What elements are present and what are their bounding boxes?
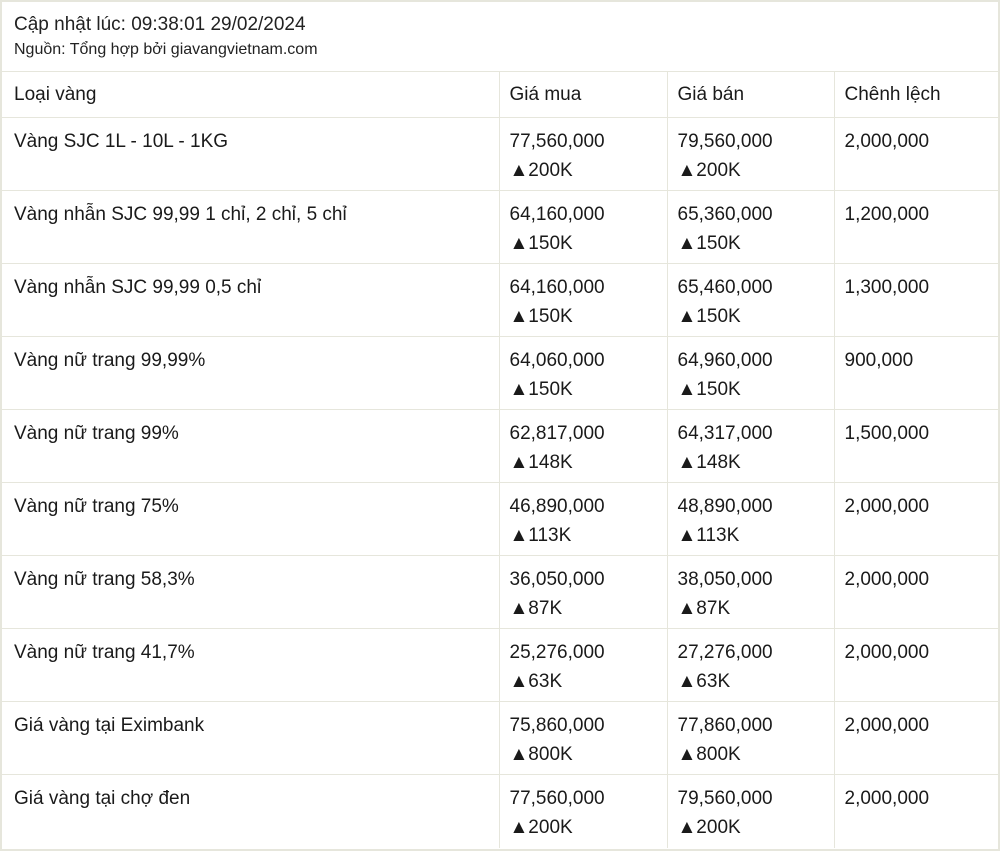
gold-type-cell xyxy=(2,337,499,410)
difference-cell xyxy=(834,556,998,629)
difference-value: 1,200,000 xyxy=(844,204,930,225)
gold-type-cell xyxy=(2,629,499,702)
sell-price-change: ▲800K xyxy=(677,744,741,765)
buy-price-cell xyxy=(499,410,667,483)
sell-price-value: 64,960,000 xyxy=(677,350,773,371)
source-note: Nguồn: Tổng hợp bởi giavangvietnam.com xyxy=(14,41,318,58)
buy-price-value: 36,050,000 xyxy=(509,569,605,590)
sell-price-change: ▲148K xyxy=(677,452,741,473)
sell-price-change: ▲150K xyxy=(677,306,741,327)
sell-price-value: 65,460,000 xyxy=(677,277,773,298)
sell-price-value: 48,890,000 xyxy=(677,496,773,517)
header-difference: Chênh lệch xyxy=(834,72,998,118)
buy-price-change: ▲150K xyxy=(509,233,573,254)
sell-price-value: 65,360,000 xyxy=(677,204,773,225)
buy-price-value: 75,860,000 xyxy=(509,715,605,736)
sell-price-cell xyxy=(667,264,834,337)
sell-price-value: 79,560,000 xyxy=(677,788,773,809)
gold-price-table xyxy=(2,72,998,848)
buy-price-value: 64,160,000 xyxy=(509,277,605,298)
gold-type-cell xyxy=(2,191,499,264)
difference-cell xyxy=(834,483,998,556)
difference-cell xyxy=(834,264,998,337)
difference-cell xyxy=(834,337,998,410)
gold-type-name: Vàng nhẫn SJC 99,99 1 chỉ, 2 chỉ, 5 chỉ xyxy=(14,204,347,225)
sell-price-value: 27,276,000 xyxy=(677,642,773,663)
buy-price-change: ▲200K xyxy=(509,160,573,181)
gold-type-name: Vàng nữ trang 58,3% xyxy=(14,569,195,590)
buy-price-change: ▲800K xyxy=(509,744,573,765)
sell-price-value: 79,560,000 xyxy=(677,131,773,152)
sell-price-cell xyxy=(667,337,834,410)
table-row xyxy=(2,264,998,337)
buy-price-change: ▲87K xyxy=(509,598,563,619)
buy-price-cell xyxy=(499,629,667,702)
sell-price-value: 64,317,000 xyxy=(677,423,773,444)
gold-type-name: Vàng nữ trang 99% xyxy=(14,423,179,444)
buy-price-cell xyxy=(499,191,667,264)
sell-price-cell xyxy=(667,410,834,483)
table-row xyxy=(2,118,998,191)
buy-price-change: ▲148K xyxy=(509,452,573,473)
difference-cell xyxy=(834,702,998,775)
difference-value: 1,500,000 xyxy=(844,423,930,444)
buy-price-change: ▲63K xyxy=(509,671,563,692)
table-row xyxy=(2,556,998,629)
buy-price-value: 77,560,000 xyxy=(509,788,605,809)
table-row xyxy=(2,702,998,775)
difference-value: 2,000,000 xyxy=(844,715,930,736)
difference-cell xyxy=(834,775,998,848)
difference-value: 2,000,000 xyxy=(844,788,930,809)
table-row xyxy=(2,775,998,848)
gold-type-cell xyxy=(2,556,499,629)
gold-type-cell xyxy=(2,264,499,337)
table-row xyxy=(2,410,998,483)
gold-type-name: Vàng nữ trang 99,99% xyxy=(14,350,206,371)
buy-price-cell xyxy=(499,337,667,410)
buy-price-value: 64,060,000 xyxy=(509,350,605,371)
difference-value: 1,300,000 xyxy=(844,277,930,298)
sell-price-change: ▲150K xyxy=(677,233,741,254)
gold-type-name: Vàng SJC 1L - 10L - 1KG xyxy=(14,131,229,152)
sell-price-value: 38,050,000 xyxy=(677,569,773,590)
buy-price-change: ▲113K xyxy=(509,525,572,546)
sell-price-change: ▲87K xyxy=(677,598,731,619)
table-row xyxy=(2,191,998,264)
buy-price-cell xyxy=(499,556,667,629)
buy-price-cell xyxy=(499,118,667,191)
sell-price-cell xyxy=(667,629,834,702)
difference-cell xyxy=(834,629,998,702)
gold-type-name: Vàng nữ trang 41,7% xyxy=(14,642,195,663)
buy-price-change: ▲150K xyxy=(509,379,573,400)
table-row xyxy=(2,337,998,410)
buy-price-change: ▲200K xyxy=(509,817,573,838)
sell-price-cell xyxy=(667,483,834,556)
sell-price-change: ▲150K xyxy=(677,379,741,400)
buy-price-cell xyxy=(499,702,667,775)
table-row xyxy=(2,483,998,556)
sell-price-value: 77,860,000 xyxy=(677,715,773,736)
sell-price-change: ▲63K xyxy=(677,671,731,692)
gold-type-name: Giá vàng tại chợ đen xyxy=(14,788,191,809)
sell-price-cell xyxy=(667,556,834,629)
updated-timestamp: Cập nhật lúc: 09:38:01 29/02/2024 xyxy=(14,14,306,35)
buy-price-value: 46,890,000 xyxy=(509,496,605,517)
gold-type-cell xyxy=(2,118,499,191)
difference-cell xyxy=(834,118,998,191)
gold-type-cell xyxy=(2,702,499,775)
difference-value: 2,000,000 xyxy=(844,642,930,663)
gold-type-cell xyxy=(2,483,499,556)
buy-price-cell xyxy=(499,775,667,848)
buy-price-cell xyxy=(499,483,667,556)
difference-value: 2,000,000 xyxy=(844,569,930,590)
difference-cell xyxy=(834,410,998,483)
buy-price-change: ▲150K xyxy=(509,306,573,327)
table-caption xyxy=(2,2,998,72)
header-gold-type: Loại vàng xyxy=(2,72,499,118)
sell-price-cell xyxy=(667,775,834,848)
difference-value: 2,000,000 xyxy=(844,131,930,152)
buy-price-value: 77,560,000 xyxy=(509,131,605,152)
buy-price-value: 25,276,000 xyxy=(509,642,605,663)
header-buy-price: Giá mua xyxy=(499,72,667,118)
gold-type-name: Vàng nhẫn SJC 99,99 0,5 chỉ xyxy=(14,277,262,298)
difference-cell xyxy=(834,191,998,264)
gold-type-name: Giá vàng tại Eximbank xyxy=(14,715,205,736)
sell-price-cell xyxy=(667,191,834,264)
buy-price-value: 62,817,000 xyxy=(509,423,605,444)
gold-type-cell xyxy=(2,410,499,483)
table-row xyxy=(2,629,998,702)
buy-price-value: 64,160,000 xyxy=(509,204,605,225)
gold-type-cell xyxy=(2,775,499,848)
buy-price-cell xyxy=(499,264,667,337)
sell-price-change: ▲113K xyxy=(677,525,740,546)
header-row xyxy=(2,72,998,118)
gold-type-name: Vàng nữ trang 75% xyxy=(14,496,179,517)
table-header xyxy=(2,72,998,118)
header-sell-price: Giá bán xyxy=(667,72,834,118)
difference-value: 900,000 xyxy=(844,350,914,371)
sell-price-change: ▲200K xyxy=(677,160,741,181)
sell-price-change: ▲200K xyxy=(677,817,741,838)
difference-value: 2,000,000 xyxy=(844,496,930,517)
sell-price-cell xyxy=(667,702,834,775)
table-body xyxy=(2,118,998,848)
sell-price-cell xyxy=(667,118,834,191)
